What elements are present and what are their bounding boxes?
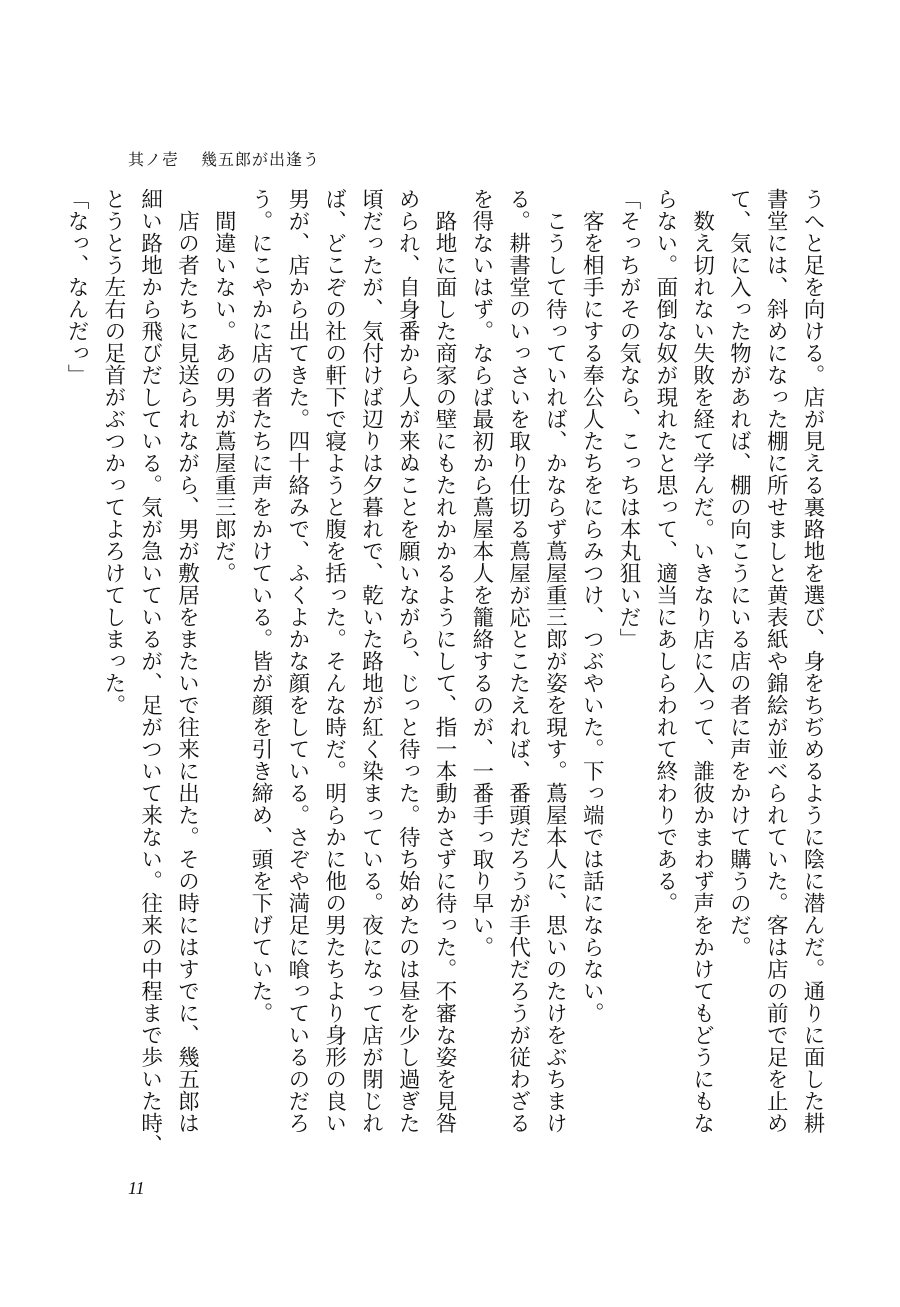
page-number: 11: [128, 1178, 145, 1198]
chapter-label: 其ノ壱: [128, 150, 180, 169]
paragraph: 数え切れない失敗を経て学んだ。いきなり店に入って、誰彼かまわず声をかけてもどうにもな らない。面倒な奴が現れたと思って、適当にあしらわれて終わりである。: [652, 188, 715, 1134]
paragraph: 「そっちがその気なら、こっちは本丸狙いだ」: [616, 188, 642, 650]
body-text: [64, 188, 830, 1178]
paragraph: こうして待っていれば、かならず蔦屋重三郎が姿を現す。蔦屋本人に、思いのたけをぶちまけ る。耕書堂のいっさいを取り仕切る蔦屋が応とこたえれば、番頭だろうが手代だろうが従わざる を得ないはず。ならば最初から蔦屋本人を籠絡するのが、一番手っ取り早い。: [468, 188, 568, 1134]
paragraph: うへと足を向ける。店が見える裏路地を選び、身をちぢめるように陰に潜んだ。通りに面した耕 書堂には、斜めになった棚に所せましと黄表紙や錦絵が並べられていた。客は店の前で足を止め て、気に入った物があれば、棚の向こうにいる店の者に声をかけて購うのだ。: [726, 188, 825, 1134]
running-header: [128, 147, 320, 170]
paragraph: 間違いない。あの男が蔦屋重三郎だ。: [211, 188, 237, 584]
chapter-title: 幾五郎が出逢う: [201, 150, 321, 169]
paragraph: 「なっ、なんだっ」: [64, 188, 90, 386]
paragraph: 路地に面した商家の壁にもたれかかるようにして、指一本動かさずに待った。不審な姿を見咎 められ、自身番から人が来ぬことを願いながら、じっと待った。待ち始めたのは昼を少し過ぎた 頃だったが、気付けば辺りは夕暮れで、乾いた路地が紅く染まっている。夜になって店が閉じれ ば、どこぞの社の軒下で寝ようと腹を括った。そんな時だ。明らかに他の男たちより身形の良い 男が、店から出てきた。四十絡みで、ふくよかな顔をしている。さぞや満足に喰っているのだろ う。にこやかに店の者たちに声をかけている。皆が顔を引き締め、頭を下げていた。: [248, 188, 458, 1134]
paragraph: 店の者たちに見送られながら、男が敷居をまたいで往来に出た。その時にはすでに、幾五郎は 細い路地から飛びだしている。気が急いているが、足がついて来ない。往来の中程まで歩いた時、 とうとう左右の足首がぶつかってよろけてしまった。: [100, 188, 200, 1156]
paragraph: 客を相手にする奉公人たちをにらみつけ、つぶやいた。下っ端では話にならない。: [579, 188, 605, 1024]
